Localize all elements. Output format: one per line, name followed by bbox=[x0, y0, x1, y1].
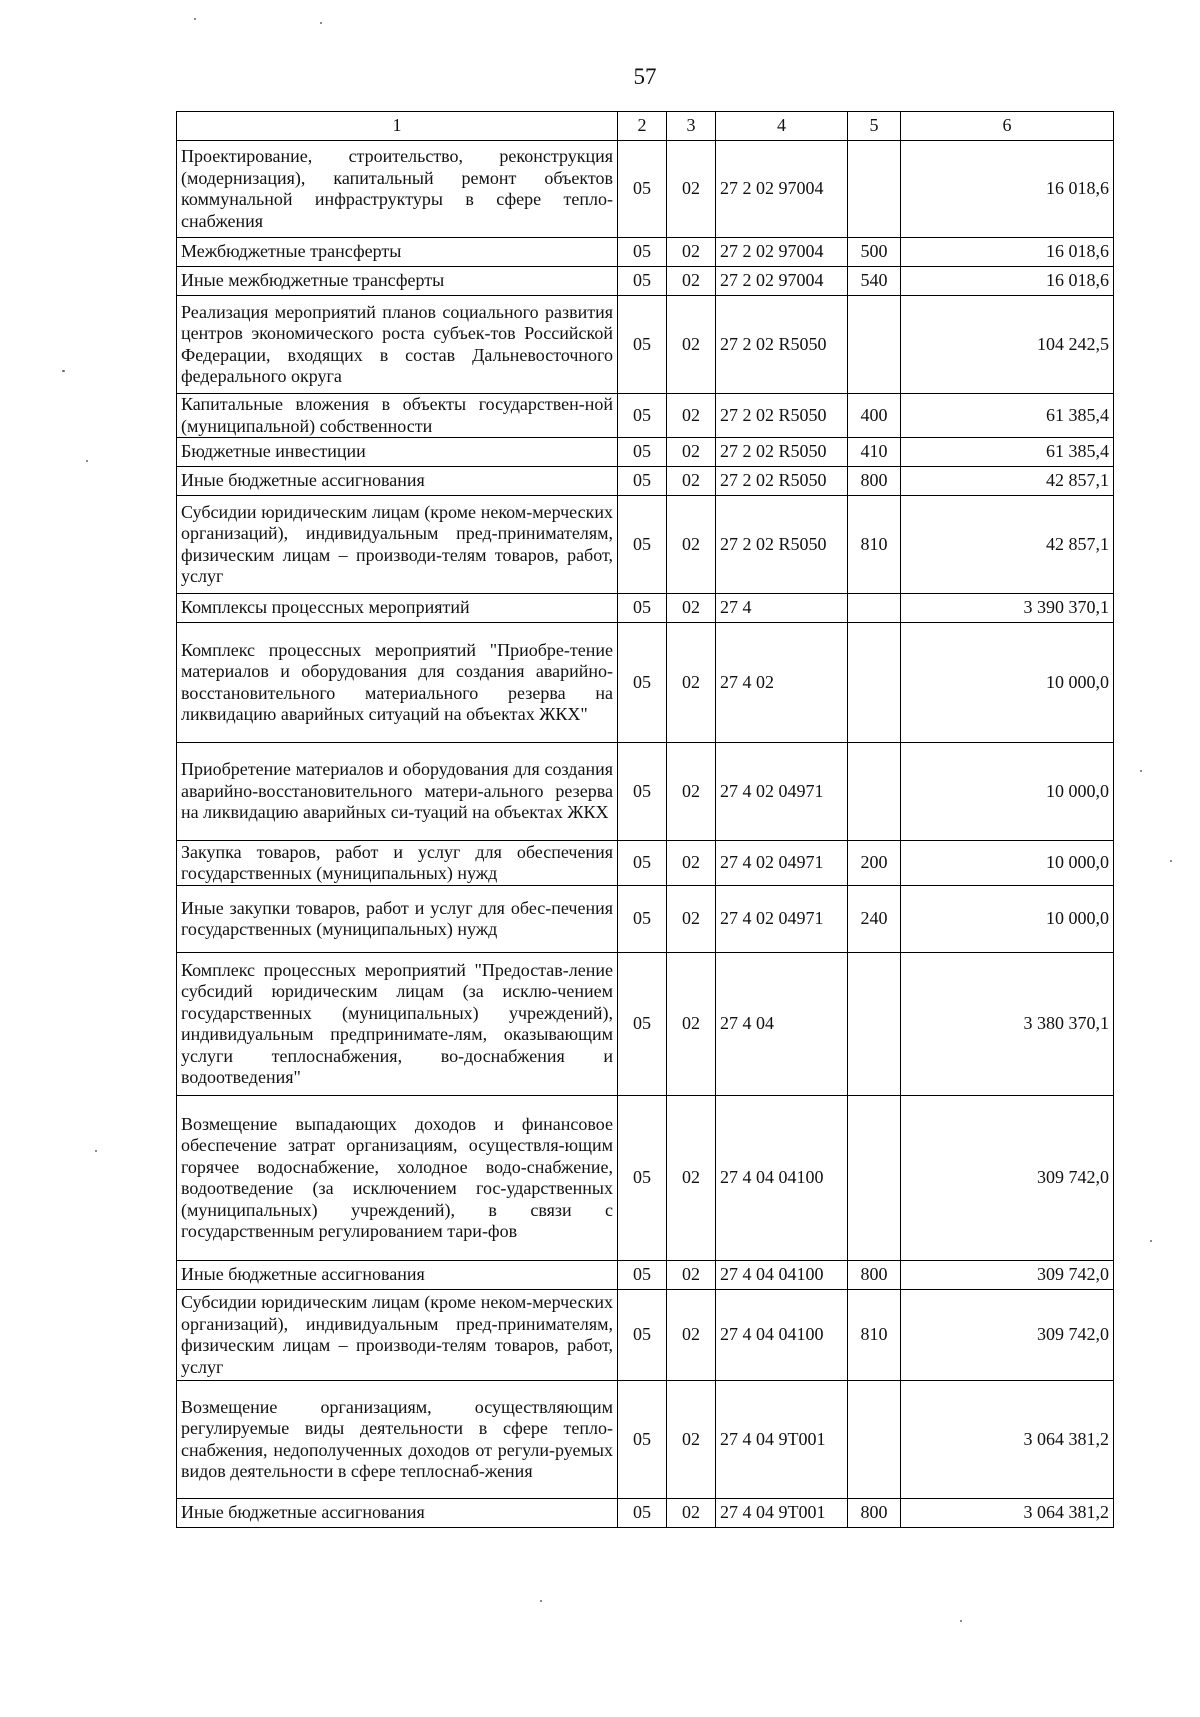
expense-type-code: 240 bbox=[848, 886, 901, 953]
amount: 16 018,6 bbox=[901, 267, 1114, 296]
item-name: Закупка товаров, работ и услуг для обеспечения государственных (муниципальных) нужд bbox=[177, 841, 618, 886]
table-row bbox=[177, 953, 1114, 1096]
budget-table bbox=[176, 111, 1114, 1528]
item-name: Возмещение организациям, осуществляющим регулируемые виды деятельности в сфере тепло-снабжения, недополученных доходов от регули-руемых видов деятельности в сфере теплоснаб-жения bbox=[177, 1381, 618, 1499]
section-code: 05 bbox=[618, 623, 667, 743]
target-article-code: 27 4 02 bbox=[716, 623, 848, 743]
expense-type-code: 800 bbox=[848, 1499, 901, 1528]
table-row bbox=[177, 1381, 1114, 1499]
subsection-code: 02 bbox=[667, 296, 716, 394]
table-row bbox=[177, 141, 1114, 238]
column-header-5: 5 bbox=[848, 112, 901, 141]
target-article-code: 27 4 04 04100 bbox=[716, 1261, 848, 1290]
column-header-1: 1 bbox=[177, 112, 618, 141]
target-article-code: 27 2 02 R5050 bbox=[716, 496, 848, 594]
subsection-code: 02 bbox=[667, 1381, 716, 1499]
amount: 309 742,0 bbox=[901, 1096, 1114, 1261]
section-code: 05 bbox=[618, 1499, 667, 1528]
item-name: Комплексы процессных мероприятий bbox=[177, 594, 618, 623]
target-article-code: 27 4 bbox=[716, 594, 848, 623]
item-name: Иные межбюджетные трансферты bbox=[177, 267, 618, 296]
subsection-code: 02 bbox=[667, 623, 716, 743]
section-code: 05 bbox=[618, 1261, 667, 1290]
expense-type-code: 540 bbox=[848, 267, 901, 296]
subsection-code: 02 bbox=[667, 953, 716, 1096]
item-name: Субсидии юридическим лицам (кроме неком-мерческих организаций), индивидуальным пред-принимателям, физическим лицам – производи-телям товаров, работ, услуг bbox=[177, 1290, 618, 1381]
column-header-6: 6 bbox=[901, 112, 1114, 141]
expense-type-code bbox=[848, 1096, 901, 1261]
table-row bbox=[177, 841, 1114, 886]
amount: 61 385,4 bbox=[901, 394, 1114, 438]
amount: 42 857,1 bbox=[901, 467, 1114, 496]
table-row bbox=[177, 1499, 1114, 1528]
target-article-code: 27 4 02 04971 bbox=[716, 743, 848, 841]
subsection-code: 02 bbox=[667, 238, 716, 267]
subsection-code: 02 bbox=[667, 841, 716, 886]
target-article-code: 27 4 02 04971 bbox=[716, 886, 848, 953]
item-name: Капитальные вложения в объекты государствен-ной (муниципальной) собственности bbox=[177, 394, 618, 438]
item-name: Межбюджетные трансферты bbox=[177, 238, 618, 267]
expense-type-code bbox=[848, 296, 901, 394]
table-row bbox=[177, 623, 1114, 743]
subsection-code: 02 bbox=[667, 886, 716, 953]
section-code: 05 bbox=[618, 394, 667, 438]
subsection-code: 02 bbox=[667, 1290, 716, 1381]
expense-type-code: 800 bbox=[848, 467, 901, 496]
section-code: 05 bbox=[618, 594, 667, 623]
target-article-code: 27 2 02 R5050 bbox=[716, 394, 848, 438]
target-article-code: 27 2 02 R5050 bbox=[716, 467, 848, 496]
amount: 16 018,6 bbox=[901, 238, 1114, 267]
target-article-code: 27 4 04 04100 bbox=[716, 1290, 848, 1381]
section-code: 05 bbox=[618, 141, 667, 238]
item-name: Иные бюджетные ассигнования bbox=[177, 1261, 618, 1290]
target-article-code: 27 4 04 bbox=[716, 953, 848, 1096]
target-article-code: 27 4 04 04100 bbox=[716, 1096, 848, 1261]
target-article-code: 27 2 02 97004 bbox=[716, 141, 848, 238]
amount: 10 000,0 bbox=[901, 841, 1114, 886]
target-article-code: 27 4 02 04971 bbox=[716, 841, 848, 886]
column-header-4: 4 bbox=[716, 112, 848, 141]
amount: 42 857,1 bbox=[901, 496, 1114, 594]
section-code: 05 bbox=[618, 886, 667, 953]
table-row bbox=[177, 467, 1114, 496]
item-name: Иные бюджетные ассигнования bbox=[177, 467, 618, 496]
section-code: 05 bbox=[618, 438, 667, 467]
page-number: 57 bbox=[633, 64, 657, 89]
table-row bbox=[177, 438, 1114, 467]
item-name: Бюджетные инвестиции bbox=[177, 438, 618, 467]
table-row bbox=[177, 496, 1114, 594]
section-code: 05 bbox=[618, 1381, 667, 1499]
target-article-code: 27 2 02 R5050 bbox=[716, 438, 848, 467]
subsection-code: 02 bbox=[667, 394, 716, 438]
section-code: 05 bbox=[618, 1290, 667, 1381]
table-row bbox=[177, 296, 1114, 394]
amount: 3 064 381,2 bbox=[901, 1381, 1114, 1499]
expense-type-code: 200 bbox=[848, 841, 901, 886]
section-code: 05 bbox=[618, 467, 667, 496]
expense-type-code: 800 bbox=[848, 1261, 901, 1290]
amount: 309 742,0 bbox=[901, 1290, 1114, 1381]
subsection-code: 02 bbox=[667, 594, 716, 623]
table-body bbox=[177, 141, 1114, 1528]
section-code: 05 bbox=[618, 238, 667, 267]
amount: 3 064 381,2 bbox=[901, 1499, 1114, 1528]
table-row bbox=[177, 267, 1114, 296]
subsection-code: 02 bbox=[667, 438, 716, 467]
expense-type-code bbox=[848, 623, 901, 743]
subsection-code: 02 bbox=[667, 267, 716, 296]
target-article-code: 27 2 02 97004 bbox=[716, 238, 848, 267]
table-row bbox=[177, 394, 1114, 438]
section-code: 05 bbox=[618, 953, 667, 1096]
amount: 10 000,0 bbox=[901, 886, 1114, 953]
subsection-code: 02 bbox=[667, 141, 716, 238]
item-name: Возмещение выпадающих доходов и финансовое обеспечение затрат организациям, осуществля-ющим горячее водоснабжение, холодное водо-снабжение, водоотведение (за исключением гос-ударственных (муниципальных) учреждений), в связи с государственным регулированием тари-фов bbox=[177, 1096, 618, 1261]
table-row bbox=[177, 1261, 1114, 1290]
column-header-3: 3 bbox=[667, 112, 716, 141]
item-name: Реализация мероприятий планов социального развития центров экономического роста субъек-тов Российской Федерации, входящих в состав Дальневосточного федерального округа bbox=[177, 296, 618, 394]
expense-type-code bbox=[848, 594, 901, 623]
target-article-code: 27 4 04 9Т001 bbox=[716, 1381, 848, 1499]
item-name: Проектирование, строительство, реконструкция (модернизация), капитальный ремонт объектов коммунальной инфраструктуры в сфере тепло-снабжения bbox=[177, 141, 618, 238]
section-code: 05 bbox=[618, 1096, 667, 1261]
amount: 10 000,0 bbox=[901, 623, 1114, 743]
amount: 309 742,0 bbox=[901, 1261, 1114, 1290]
subsection-code: 02 bbox=[667, 467, 716, 496]
expense-type-code bbox=[848, 953, 901, 1096]
section-code: 05 bbox=[618, 496, 667, 594]
target-article-code: 27 2 02 R5050 bbox=[716, 296, 848, 394]
expense-type-code: 410 bbox=[848, 438, 901, 467]
table-row bbox=[177, 1096, 1114, 1261]
amount: 3 390 370,1 bbox=[901, 594, 1114, 623]
expense-type-code: 810 bbox=[848, 1290, 901, 1381]
amount: 61 385,4 bbox=[901, 438, 1114, 467]
expense-type-code: 500 bbox=[848, 238, 901, 267]
section-code: 05 bbox=[618, 296, 667, 394]
amount: 3 380 370,1 bbox=[901, 953, 1114, 1096]
section-code: 05 bbox=[618, 841, 667, 886]
subsection-code: 02 bbox=[667, 1096, 716, 1261]
expense-type-code bbox=[848, 141, 901, 238]
section-code: 05 bbox=[618, 743, 667, 841]
expense-type-code: 810 bbox=[848, 496, 901, 594]
target-article-code: 27 4 04 9Т001 bbox=[716, 1499, 848, 1528]
table-row bbox=[177, 594, 1114, 623]
subsection-code: 02 bbox=[667, 1261, 716, 1290]
item-name: Комплекс процессных мероприятий "Приобре-тение материалов и оборудования для создания аварийно-восстановительного материального резерва на ликвидацию аварийных ситуаций на объектах ЖКХ" bbox=[177, 623, 618, 743]
item-name: Комплекс процессных мероприятий "Предостав-ление субсидий юридическим лицам (за исклю-чением государственных (муниципальных) учреждений), индивидуальным предпринимате-лям, оказывающим услуги теплоснабжения, во-доснабжения и водоотведения" bbox=[177, 953, 618, 1096]
expense-type-code bbox=[848, 743, 901, 841]
table-row bbox=[177, 743, 1114, 841]
expense-type-code bbox=[848, 1381, 901, 1499]
item-name: Иные бюджетные ассигнования bbox=[177, 1499, 618, 1528]
table-row bbox=[177, 238, 1114, 267]
item-name: Приобретение материалов и оборудования для создания аварийно-восстановительного матери-ального резерва на ликвидацию аварийных си-туаций на объектах ЖКХ bbox=[177, 743, 618, 841]
item-name: Субсидии юридическим лицам (кроме неком-мерческих организаций), индивидуальным пред-принимателям, физическим лицам – производи-телям товаров, работ, услуг bbox=[177, 496, 618, 594]
column-header-2: 2 bbox=[618, 112, 667, 141]
subsection-code: 02 bbox=[667, 743, 716, 841]
target-article-code: 27 2 02 97004 bbox=[716, 267, 848, 296]
item-name: Иные закупки товаров, работ и услуг для обес-печения государственных (муниципальных) нужд bbox=[177, 886, 618, 953]
amount: 10 000,0 bbox=[901, 743, 1114, 841]
table-header bbox=[177, 112, 1114, 141]
amount: 104 242,5 bbox=[901, 296, 1114, 394]
subsection-code: 02 bbox=[667, 496, 716, 594]
table-row bbox=[177, 886, 1114, 953]
header-row bbox=[177, 112, 1114, 141]
subsection-code: 02 bbox=[667, 1499, 716, 1528]
section-code: 05 bbox=[618, 267, 667, 296]
expense-type-code: 400 bbox=[848, 394, 901, 438]
table-row bbox=[177, 1290, 1114, 1381]
amount: 16 018,6 bbox=[901, 141, 1114, 238]
